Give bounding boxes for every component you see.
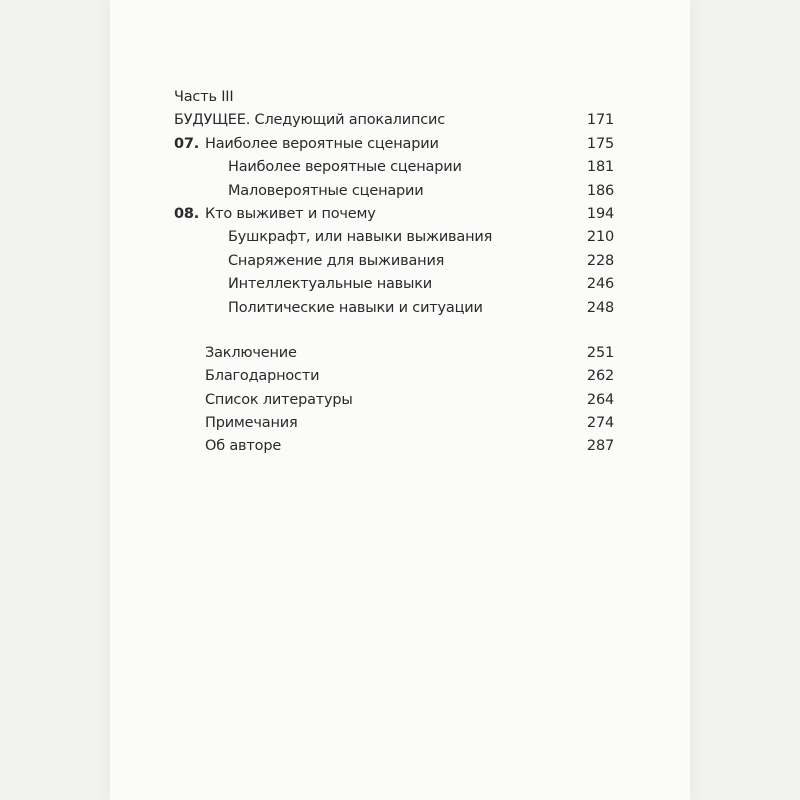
toc-subsection-row — [174, 180, 614, 203]
section-spacer — [174, 320, 614, 342]
chapter-title: Наиболее вероятные сценарии — [205, 135, 439, 152]
part-label: Часть III — [174, 89, 234, 105]
toc-subsection-row — [174, 156, 614, 179]
toc-subsection-row — [174, 297, 614, 320]
subsection-title: Бушкрафт, или навыки выживания — [228, 229, 493, 246]
subsection-page: 228 — [586, 252, 614, 269]
table-of-contents — [174, 86, 614, 459]
backmatter-page: 262 — [586, 368, 614, 385]
subsection-page: 246 — [586, 276, 614, 293]
toc-backmatter-row — [174, 435, 614, 458]
toc-backmatter-row — [174, 365, 614, 388]
subsection-title: Интеллектуальные навыки — [228, 276, 433, 293]
backmatter-title: Об авторе — [205, 438, 282, 455]
toc-subsection-row — [174, 226, 614, 249]
toc-part-label — [174, 86, 614, 109]
chapter-page: 175 — [586, 135, 614, 152]
subsection-title: Политические навыки и ситуации — [228, 299, 483, 316]
section-title: БУДУЩЕЕ. Следующий апокалипсис — [174, 112, 446, 129]
backmatter-page: 274 — [586, 415, 614, 432]
subsection-title: Наиболее вероятные сценарии — [228, 159, 462, 176]
backmatter-title: Список литературы — [205, 391, 353, 408]
backmatter-page: 251 — [586, 344, 614, 361]
subsection-page: 210 — [586, 229, 614, 246]
backmatter-title: Заключение — [205, 344, 297, 361]
subsection-page: 181 — [586, 159, 614, 176]
chapter-number: 07. — [174, 135, 200, 152]
chapter-page: 194 — [586, 205, 614, 222]
section-page: 171 — [586, 112, 614, 129]
toc-subsection-row — [174, 273, 614, 296]
toc-backmatter-row — [174, 389, 614, 412]
subsection-page: 186 — [586, 182, 614, 199]
subsection-title: Маловероятные сценарии — [228, 182, 424, 199]
subsection-page: 248 — [586, 299, 614, 316]
toc-subsection-row — [174, 250, 614, 273]
toc-backmatter-row — [174, 342, 614, 365]
chapter-title: Кто выживет и почему — [205, 205, 376, 222]
backmatter-title: Примечания — [205, 415, 298, 432]
backmatter-page: 287 — [586, 438, 614, 455]
toc-section-row — [174, 109, 614, 132]
chapter-number: 08. — [174, 205, 200, 222]
toc-backmatter-row — [174, 412, 614, 435]
toc-chapter-row — [174, 133, 614, 156]
toc-chapter-row — [174, 203, 614, 226]
subsection-title: Снаряжение для выживания — [228, 252, 445, 269]
backmatter-title: Благодарности — [205, 368, 320, 385]
backmatter-page: 264 — [586, 391, 614, 408]
